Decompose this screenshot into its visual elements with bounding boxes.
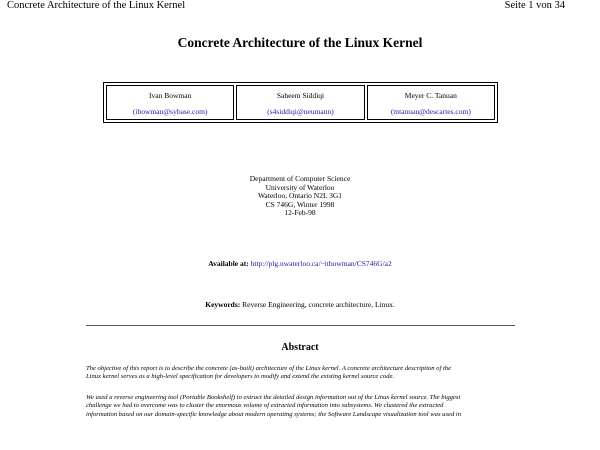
abstract-heading: Abstract [281, 342, 319, 353]
running-header [7, 0, 565, 14]
page-counter: Seite 1 von 34 [504, 0, 565, 11]
affiliation-university: University of Waterloo [265, 182, 335, 192]
author-name: Meyer C. Tanuan [404, 91, 457, 100]
affiliation-date: 12-Feb-98 [284, 208, 316, 217]
abstract-line: Linux kernel serves as a high-level specification for developers to modify and extend the existing kernel source code. [86, 373, 395, 381]
document-title: Concrete Architecture of the Linux Kernel [177, 35, 423, 50]
keywords-label: Keywords: [205, 300, 241, 309]
affiliation-department: Department of Computer Science [249, 174, 351, 183]
author-email[interactable]: (ibowman@sybase.com) [132, 107, 208, 116]
affiliation-block [0, 175, 600, 218]
horizontal-rule [86, 325, 515, 326]
authors-table [103, 82, 498, 123]
availability-label: Available at: [208, 259, 249, 268]
availability-line [0, 259, 600, 268]
abstract-paragraph [86, 394, 516, 419]
author-name: Ivan Bowman [149, 91, 192, 100]
running-header-title: Concrete Architecture of the Linux Kernel [7, 0, 186, 11]
keywords-line [0, 300, 600, 309]
abstract-paragraph [86, 365, 516, 382]
affiliation-address: Waterloo, Ontario N2L 3G1 [257, 191, 343, 200]
availability-link[interactable]: http://plg.uwaterloo.ca/~itbowman/CS746G/a2 [250, 259, 392, 268]
abstract-line: We used a reverse engineering tool (Portable Bookshelf) to extract the detailed design information out of the Linux kernel source. The biggest [86, 394, 461, 401]
author-email[interactable]: (mtanuan@descartes.com) [390, 107, 471, 116]
keywords-text: Reverse Engineering, concrete architecture, Linux. [242, 300, 395, 309]
abstract-line: challenge we had to overcome was to cluster the enormous volume of extracted information into subsystems. We clustered the extracted [86, 402, 444, 410]
author-cell [236, 85, 364, 120]
abstract-line: information based on our domain-specific knowledge about modern operating systems; the Software Landscape visualization tool was used in [86, 410, 462, 418]
abstract-line: The objective of this report is to describe the concrete (as-built) architecture of the Linux kernel. A concrete architecture description of the [86, 365, 452, 372]
author-email[interactable]: (s4siddiqi@neumann) [267, 107, 334, 116]
author-name: Saheem Siddiqi [276, 91, 325, 100]
author-cell [106, 85, 234, 120]
affiliation-course: CS 746G, Winter 1998 [265, 199, 335, 209]
author-cell [367, 85, 495, 120]
